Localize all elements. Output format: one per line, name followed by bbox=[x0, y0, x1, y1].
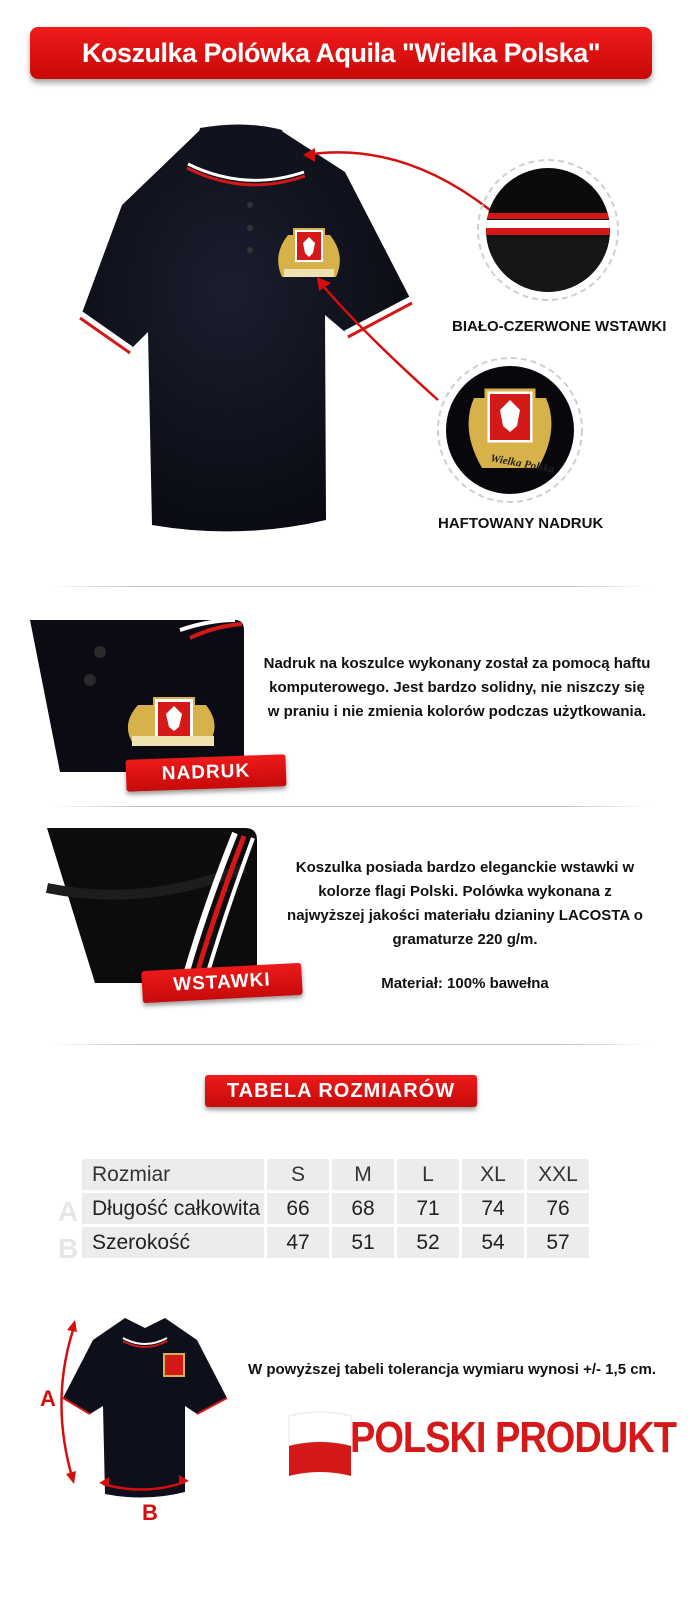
callout-print: HAFTOWANY NADRUK bbox=[438, 515, 604, 532]
table-row bbox=[82, 1227, 589, 1258]
measure-label-b: B bbox=[142, 1500, 158, 1525]
hero-emblem bbox=[278, 229, 340, 277]
table-header-row bbox=[82, 1159, 589, 1190]
table-cell: 68 bbox=[332, 1193, 394, 1224]
size-table-title: TABELA ROZMIARÓW bbox=[205, 1075, 477, 1107]
table-cell: 74 bbox=[462, 1193, 524, 1224]
table-cell: 51 bbox=[332, 1227, 394, 1258]
divider bbox=[50, 1044, 650, 1045]
stripes-closeup-image bbox=[45, 828, 260, 988]
table-header-cell: M bbox=[332, 1159, 394, 1190]
tolerance-note: W powyższej tabeli tolerancja wymiaru wynosi +/- 1,5 cm. bbox=[248, 1361, 657, 1378]
table-header-cell: XL bbox=[462, 1159, 524, 1190]
size-table bbox=[79, 1156, 592, 1261]
table-cell: Szerokość bbox=[82, 1227, 264, 1258]
page-title: Koszulka Polówka Aquila "Wielka Polska" bbox=[81, 38, 601, 68]
material-info: Materiał: 100% bawełna bbox=[381, 975, 549, 992]
print-description: Nadruk na koszulce wykonany został za pomocą haftu komputerowego. Jest bardzo solidny, nie niszczy się w praniu i nie zmienia kolorów podczas użytkowania. bbox=[263, 655, 651, 720]
table-header-cell: S bbox=[267, 1159, 329, 1190]
table-cell: Długość całkowita bbox=[82, 1193, 264, 1224]
divider bbox=[50, 806, 650, 807]
table-cell: 76 bbox=[527, 1193, 589, 1224]
print-closeup-image bbox=[30, 620, 245, 775]
table-cell: 54 bbox=[462, 1227, 524, 1258]
table-row bbox=[82, 1193, 589, 1224]
polish-flag-icon bbox=[285, 1410, 355, 1482]
divider bbox=[50, 586, 650, 587]
stripes-description: Koszulka posiada bardzo eleganckie wstawki w kolorze flagi Polski. Polówka wykonana z najwyższej jakości materiału dzianiny LACOSTA o gramaturze 220 g/m. bbox=[287, 859, 643, 948]
polski-produkt-logo: POLSKI PRODUKT bbox=[350, 1414, 676, 1463]
table-cell: 66 bbox=[267, 1193, 329, 1224]
table-cell: 71 bbox=[397, 1193, 459, 1224]
row-letter-b: B bbox=[58, 1233, 79, 1264]
table-cell: 47 bbox=[267, 1227, 329, 1258]
badge-text: Wielka Polska bbox=[489, 452, 556, 476]
callout-stripes: BIAŁO-CZERWONE WSTAWKI bbox=[452, 318, 667, 335]
table-header-cell: XXL bbox=[527, 1159, 589, 1190]
table-cell: 52 bbox=[397, 1227, 459, 1258]
table-header-cell: L bbox=[397, 1159, 459, 1190]
measurement-diagram bbox=[35, 1310, 235, 1525]
stripes-tag: WSTAWKI bbox=[141, 963, 302, 1003]
table-cell: 57 bbox=[527, 1227, 589, 1258]
row-letter-a: A bbox=[58, 1196, 79, 1227]
page-title-banner bbox=[30, 27, 652, 79]
print-tag: NADRUK bbox=[125, 754, 286, 792]
table-header-cell: Rozmiar bbox=[82, 1159, 264, 1190]
measure-label-a: A bbox=[40, 1386, 56, 1411]
